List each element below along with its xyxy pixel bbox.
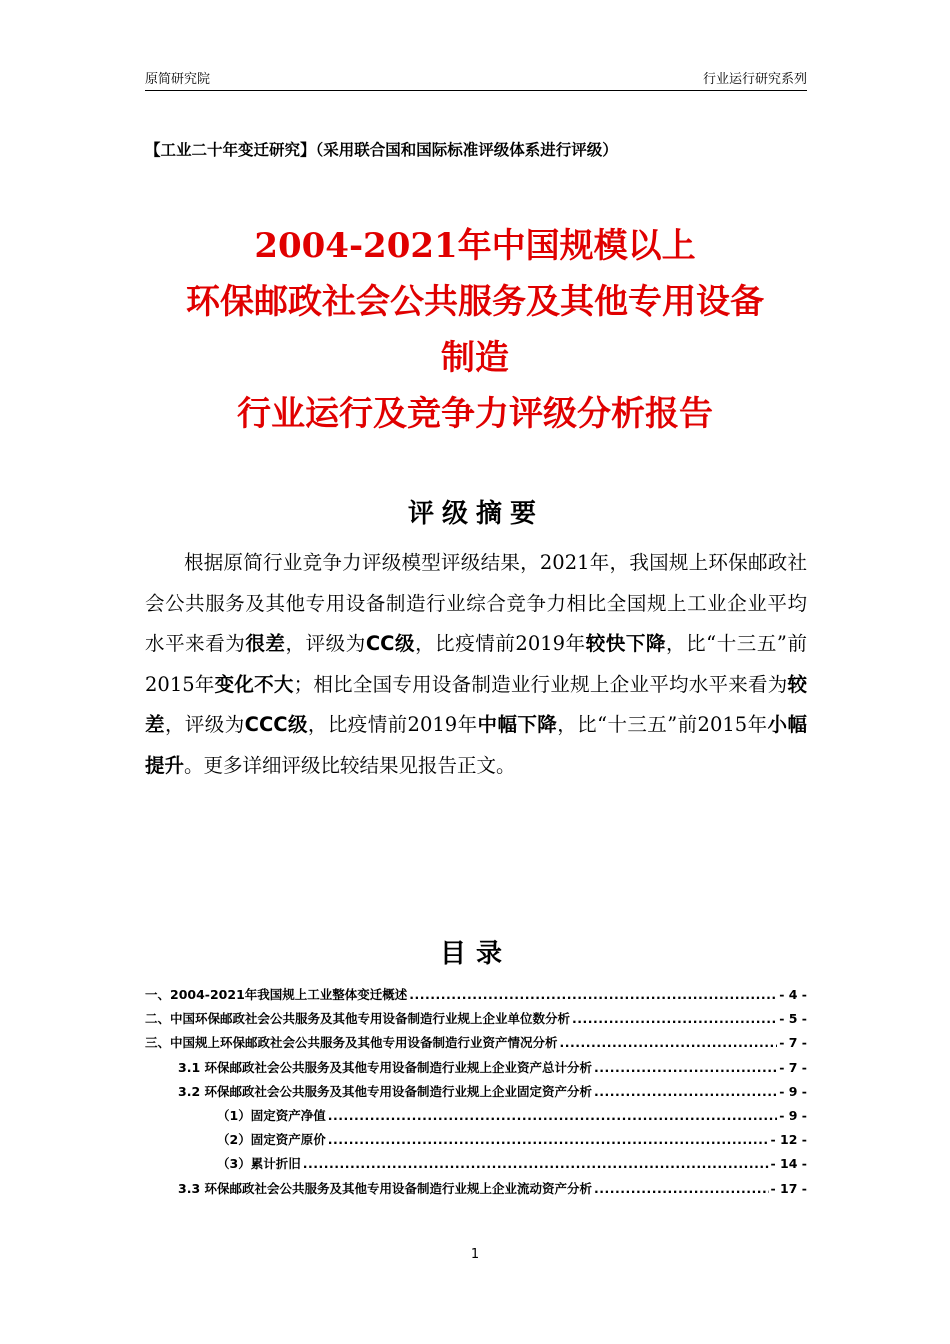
toc-entry[interactable] bbox=[145, 1009, 807, 1033]
abstract-emphasis: 中幅下降 bbox=[477, 713, 558, 737]
toc-heading: 目录 bbox=[439, 939, 512, 969]
abstract-paragraph bbox=[145, 543, 807, 787]
toc-entry-page: - 12 - bbox=[770, 1132, 807, 1148]
toc-leader bbox=[328, 1108, 778, 1123]
toc-entry[interactable] bbox=[145, 1033, 807, 1057]
toc-entry-page: - 7 - bbox=[779, 1059, 807, 1075]
toc-leader bbox=[328, 1132, 769, 1147]
page-number: 1 bbox=[470, 1247, 480, 1262]
series-line: 【工业二十年变迁研究】（采用联合国和国际标准评级体系进行评级） bbox=[145, 141, 618, 159]
toc-leader bbox=[594, 1084, 777, 1099]
toc-leader bbox=[560, 1035, 778, 1050]
toc-leader bbox=[594, 1181, 769, 1196]
toc-entry-label: 3.3 环保邮政社会公共服务及其他专用设备制造行业规上企业流动资产分析 bbox=[178, 1180, 592, 1196]
toc-entry-label: （1）固定资产净值 bbox=[217, 1107, 326, 1123]
abstract-emphasis: 很差 bbox=[245, 632, 286, 656]
toc-entry[interactable] bbox=[145, 1154, 807, 1178]
toc-entry[interactable] bbox=[145, 1058, 807, 1082]
toc-entry-label: （3）累计折旧 bbox=[217, 1156, 301, 1172]
title-line: 制造 bbox=[441, 338, 509, 378]
toc-entry[interactable] bbox=[145, 1130, 807, 1154]
abstract-emphasis: 变化不大 bbox=[214, 672, 294, 696]
abstract-emphasis: CC级 bbox=[365, 632, 416, 656]
toc-entry-page: - 5 - bbox=[779, 1011, 807, 1027]
abstract-emphasis: 较差 bbox=[145, 672, 807, 737]
page-header bbox=[145, 68, 807, 91]
abstract-emphasis: 较快下降 bbox=[585, 632, 667, 656]
abstract-emphasis: CCC级 bbox=[244, 713, 308, 737]
abstract-text: ；相比全国专用设备制造业行业规上企业平均水平来看为 bbox=[293, 672, 788, 696]
toc-entry-label: 一、2004-2021年我国规上工业整体变迁概述 bbox=[145, 987, 408, 1002]
title-line: 环保邮政社会公共服务及其他专用设备 bbox=[186, 282, 764, 322]
report-title bbox=[100, 218, 850, 442]
toc-entry-label: 3.2 环保邮政社会公共服务及其他专用设备制造行业规上企业固定资产分析 bbox=[178, 1083, 592, 1099]
abstract-text: ，比“十三五”前2015年 bbox=[557, 713, 768, 737]
toc-entry[interactable] bbox=[145, 1106, 807, 1130]
abstract-text: ，比“十三五”前2015年 bbox=[145, 632, 807, 696]
toc-entry[interactable] bbox=[145, 1179, 807, 1203]
header-series: 行业运行研究系列 bbox=[702, 72, 807, 87]
abstract-text: ，评级为 bbox=[164, 713, 245, 737]
abstract-emphasis: 小幅提升 bbox=[145, 713, 807, 777]
toc-entry-label: 3.1 环保邮政社会公共服务及其他专用设备制造行业规上企业资产总计分析 bbox=[178, 1059, 592, 1075]
toc-entry-page: - 17 - bbox=[770, 1180, 807, 1196]
abstract-text: 根据原简行业竞争力评级模型评级结果，2021年，我国规上环保邮政社会公共服务及其他专用设备制造行业综合竞争力相比全国规上工业企业平均水平来看为 bbox=[145, 551, 807, 656]
toc-leader bbox=[594, 1060, 777, 1075]
toc-leader bbox=[409, 987, 777, 1002]
title-line: 行业运行及竞争力评级分析报告 bbox=[237, 394, 713, 434]
toc-entry-page: - 7 - bbox=[779, 1035, 807, 1051]
toc-entry-page: - 14 - bbox=[770, 1156, 807, 1172]
abstract-body bbox=[145, 543, 807, 787]
toc-entry-page: - 9 - bbox=[779, 1107, 807, 1123]
toc-entry[interactable] bbox=[145, 1082, 807, 1106]
toc-entry-page: - 4 - bbox=[779, 987, 807, 1002]
toc-entry-label: 二、中国环保邮政社会公共服务及其他专用设备制造行业规上企业单位数分析 bbox=[145, 1011, 571, 1027]
table-of-contents bbox=[145, 985, 807, 1203]
abstract-text: 。更多详细评级比较结果见报告正文。 bbox=[184, 753, 516, 777]
abstract-text: ，比疫情前2019年 bbox=[415, 632, 586, 656]
toc-leader bbox=[303, 1156, 769, 1171]
title-line: 2004-2021年中国规模以上 bbox=[254, 226, 696, 266]
abstract-text: ，比疫情前2019年 bbox=[307, 713, 478, 737]
header-org: 原简研究院 bbox=[145, 72, 211, 87]
abstract-text: ，评级为 bbox=[285, 632, 366, 656]
toc-entry-label: 三、中国规上环保邮政社会公共服务及其他专用设备制造行业资产情况分析 bbox=[145, 1035, 558, 1051]
toc-entry-label: （2）固定资产原价 bbox=[217, 1132, 326, 1148]
toc-leader bbox=[572, 1011, 777, 1026]
abstract-heading: 评级摘要 bbox=[407, 499, 544, 529]
toc-entry-page: - 9 - bbox=[779, 1083, 807, 1099]
toc-entry[interactable] bbox=[145, 985, 807, 1009]
